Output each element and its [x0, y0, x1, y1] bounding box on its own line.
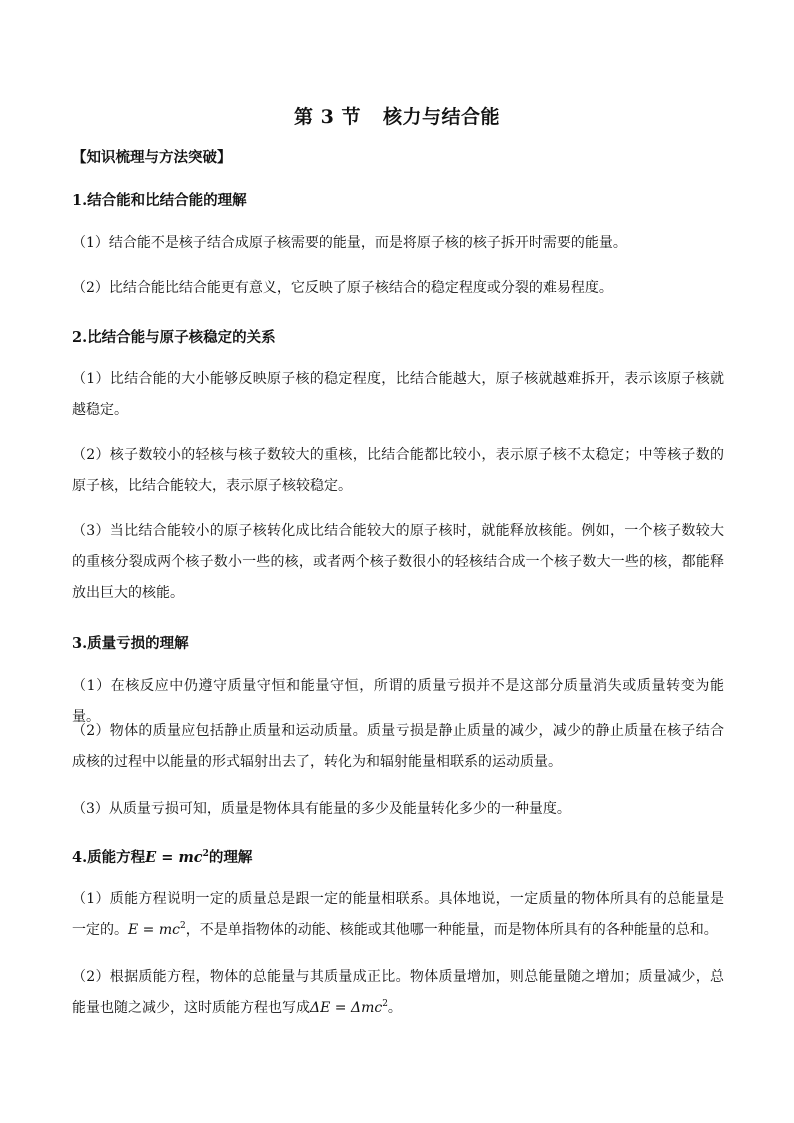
paragraph-4-2-formula: ΔE = Δmc: [310, 1000, 383, 1016]
paragraph-3-2: （2）物体的质量应包括静止质量和运动质量。质量亏损是静止质量的减少，减少的静止质量在核子结合成核的过程中以能量的形式辐射出去了，转化为和辐射能量相联系的运动质量。: [72, 723, 724, 770]
paragraph-4-1-text-a: （1）质能方程说明一定的质量总是跟一定的能量相联系。具体地说，一定质量的物体所具有的总能量是一定的。: [72, 891, 724, 938]
heading-4-superscript: 2: [202, 849, 209, 859]
section-heading-3: 3.质量亏损的理解: [72, 635, 189, 652]
section-number: 第 3 节: [294, 106, 361, 128]
paragraph-4-2-text-b: 。: [387, 1000, 402, 1016]
paragraph-1-1: （1）结合能不是核子结合成原子核需要的能量，而是将原子核的核子拆开时需要的能量。: [72, 235, 627, 251]
intro-label: 【知识梳理与方法突破】: [72, 149, 232, 166]
paragraph-4-1: [72, 884, 724, 946]
paragraph-1-2: （2）比结合能比结合能更有意义，它反映了原子核结合的稳定程度或分裂的难易程度。: [72, 280, 613, 296]
heading-4-formula: E = mc: [145, 849, 203, 866]
page-title: [0, 102, 794, 129]
paragraph-4-1-superscript: 2: [179, 921, 186, 931]
section-heading-4: [72, 846, 252, 867]
paragraph-4-2: [72, 962, 724, 1024]
paragraph-4-1-formula: E = mc: [128, 922, 180, 938]
paragraph-4-1-text-b: ，不是单指物体的动能、核能或其他哪一种能量，而是物体所具有的各种能量的总和。: [185, 922, 718, 938]
heading-4-suffix: 的理解: [208, 849, 253, 866]
paragraph-4-2-superscript: 2: [382, 999, 388, 1009]
paragraph-3-3: （3）从质量亏损可知，质量是物体具有能量的多少及能量转化多少的一种量度。: [72, 801, 571, 817]
section-heading-2: 2.比结合能与原子核稳定的关系: [72, 329, 276, 346]
heading-4-prefix: 4.质能方程: [72, 849, 146, 866]
paragraph-3-1: （1）在核反应中仍遵守质量守恒和能量守恒，所谓的质量亏损并不是这部分质量消失或质量转变为能量。: [72, 678, 724, 725]
paragraph-2-2: （2）核子数较小的轻核与核子数较大的重核，比结合能都比较小，表示原子核不太稳定；中等核子数的原子核，比结合能较大，表示原子核较稳定。: [72, 447, 724, 494]
paragraph-4-2-text-a: （2）根据质能方程，物体的总能量与其质量成正比。物体质量增加，则总能量随之增加；质量减少，总能量也随之减少，这时质能方程也写成: [72, 969, 724, 1016]
section-heading-1: 1.结合能和比结合能的理解: [72, 192, 247, 209]
paragraph-2-3: （3）当比结合能较小的原子核转化成比结合能较大的原子核时，就能释放核能。例如，一个核子数较大的重核分裂成两个核子数小一些的核，或者两个核子数很小的轻核结合成一个核子数大一些的核，都能释放出巨大的核能。: [72, 523, 724, 601]
title-text: 核力与结合能: [382, 106, 500, 128]
paragraph-2-1: （1）比结合能的大小能够反映原子核的稳定程度，比结合能越大，原子核就越难拆开，表示该原子核就越稳定。: [72, 371, 724, 418]
